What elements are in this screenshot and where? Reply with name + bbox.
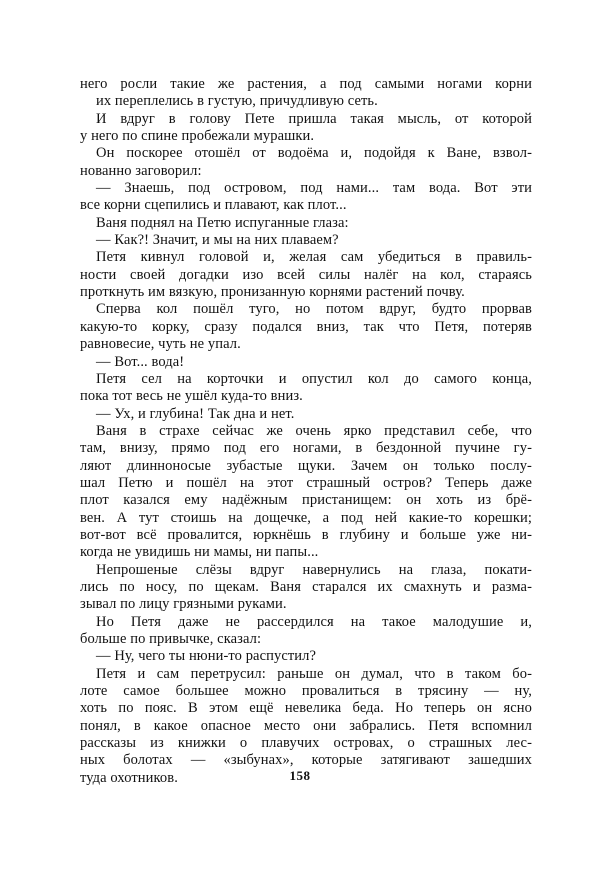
text-line: И вдруг в голову Пете пришла такая мысль, от которой — [96, 110, 532, 127]
text-line: рассказы из книжки о плавучих островах, о страшных лес- — [80, 735, 532, 752]
text-line: зывал по лицу грязными руками. — [80, 596, 287, 613]
text-line: пока тот весь не ушёл куда-то вниз. — [80, 388, 303, 405]
text-line: Ваня в страхе сейчас же очень ярко представил себе, что — [96, 422, 532, 439]
text-line: туда охотников. — [80, 769, 178, 786]
text-line: Петя кивнул головой и, желая сам убедиться в правиль- — [96, 249, 532, 266]
text-line: лись по носу, по щекам. Ваня старался их смахнуть и разма- — [80, 578, 532, 595]
text-line: — Ну, чего ты нюни-то распустил? — [96, 648, 317, 665]
text-line: равновесие, чуть не упал. — [80, 336, 241, 353]
text-line: там, внизу, прямо под его ногами, в бездонной пучине гу- — [80, 440, 532, 457]
text-line: когда не увидишь ни мамы, ни папы... — [80, 544, 319, 561]
text-line: вот-вот всё провалится, юркнёшь в глубину и больше уже ни- — [80, 526, 532, 543]
text-line: какую-то корку, сразу подался вниз, так что Петя, потеряв — [80, 318, 532, 335]
text-line: плот казался ему надёжным пристанищем: он хоть из брё- — [80, 492, 532, 509]
text-line: Сперва кол пошёл туго, но потом вдруг, будто прорвав — [96, 301, 532, 318]
text-line: Но Петя даже не рассердился на такое малодушие и, — [96, 613, 532, 630]
text-line: ных болотах — «зыбунах», которые затягивают зашедших — [80, 752, 532, 769]
text-line: у него по спине пробежали мурашки. — [80, 128, 315, 145]
text-line: больше по привычке, сказал: — [80, 631, 262, 647]
page-number: 158 — [289, 768, 311, 783]
text-line: шал Петю и пошёл на этот страшный остров? Теперь даже — [80, 474, 532, 491]
text-line: вен. А тут стоишь на дощечке, а под ней какие-то корешки; — [80, 509, 532, 526]
text-line: — Ух, и глубина! Так дна и нет. — [96, 405, 295, 422]
text-line: Он поскорее отошёл от водоёма и, подойдя к Ване, взвол- — [96, 145, 532, 162]
text-line: Петя и сам перетрусил: раньше он думал, что в таком бо- — [96, 665, 532, 682]
text-line: ности своей догадки изо всей силы налёг на кол, стараясь — [80, 266, 532, 283]
text-line: Ваня поднял на Петю испуганные глаза: — [96, 214, 349, 231]
text-line: все корни сцепились и плавают, как плот... — [80, 197, 347, 214]
body-text — [80, 76, 532, 787]
text-line: Непрошеные слёзы вдруг навернулись на глаза, покати- — [96, 561, 532, 578]
text-line: — Вот... вода! — [96, 353, 185, 370]
text-line: понял, в какое опасное место они забрались. Петя вспомнил — [80, 717, 532, 734]
text-line: ляют длинноносые зубастые щуки. Зачем он только послу- — [80, 457, 532, 474]
text-line: него росли такие же растения, а под самыми ногами корни — [80, 76, 532, 92]
text-line: Петя сел на корточки и опустил кол до самого конца, — [96, 370, 532, 387]
text-line: — Как?! Значит, и мы на них плаваем? — [96, 232, 339, 249]
text-line: — Знаешь, под островом, под нами... там вода. Вот эти — [96, 180, 532, 197]
text-line: лоте самое большее можно провалиться в трясину — ну, — [80, 683, 532, 700]
text-line: хоть по пояс. В этом ещё невелика беда. Но теперь он ясно — [80, 700, 532, 717]
text-line: нованно заговорил: — [80, 162, 202, 179]
text-line: их переплелись в густую, причудливую сеть. — [96, 93, 378, 110]
text-line: проткнуть им вязкую, пронизанную корнями растений почву. — [80, 284, 465, 301]
